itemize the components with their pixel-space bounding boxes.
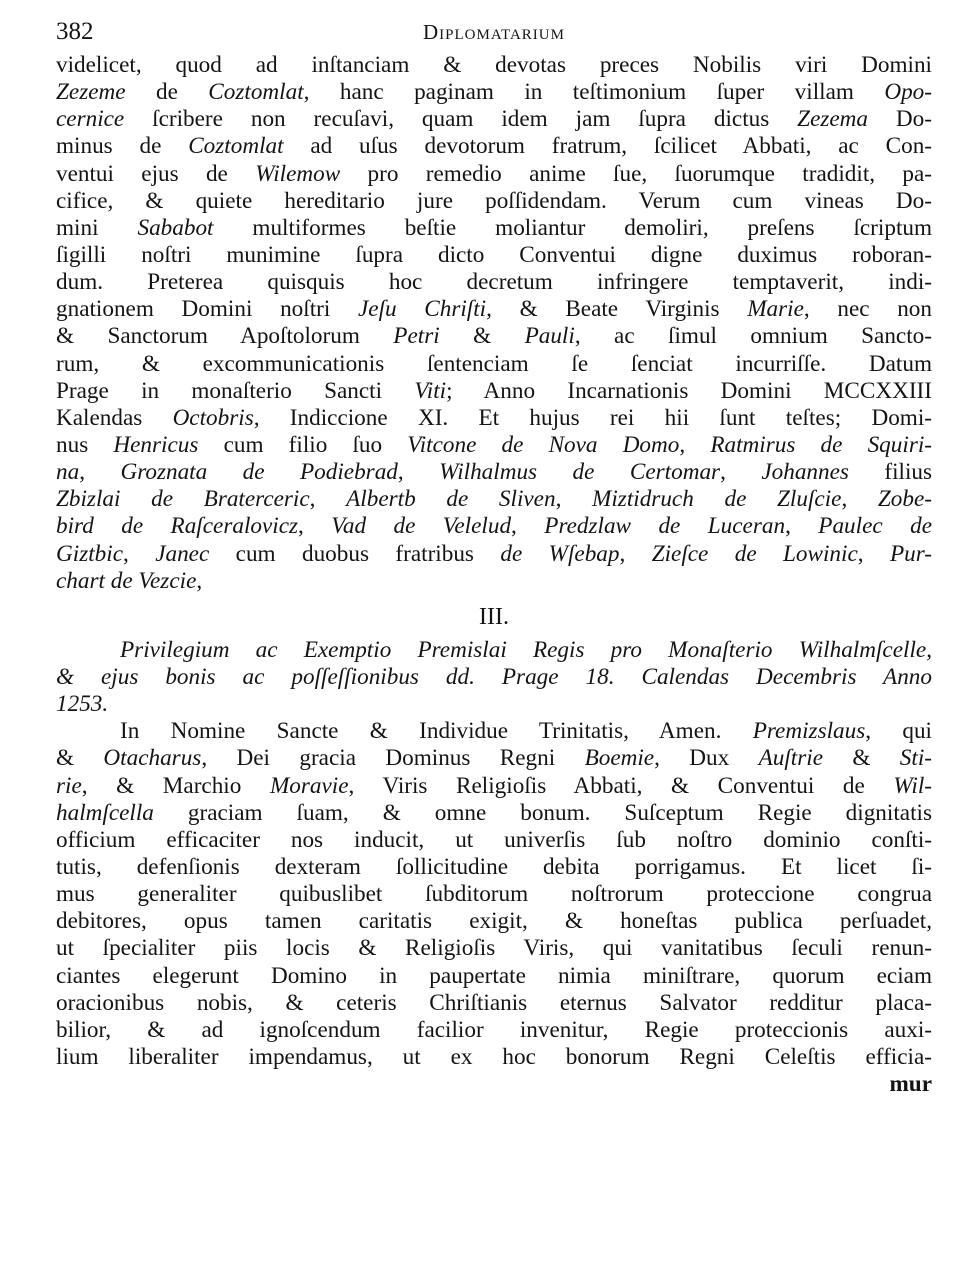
text-segment: , qui xyxy=(865,718,932,745)
italic-segment: Octobris xyxy=(172,404,254,431)
section-two-text xyxy=(56,718,932,1071)
text-segment: tutis, defenſionis dexteram ſollicitudine debita porrigamus. Et licet ſi- xyxy=(56,853,932,880)
italic-segment: Henricus xyxy=(113,431,199,458)
catchword: mur xyxy=(889,1071,932,1098)
text-segment: , Dux xyxy=(654,745,759,772)
text-line xyxy=(56,691,932,718)
text-segment: pro remedio anime ſue, ſuorumque tradidit, pa- xyxy=(340,160,932,187)
text-segment: nus xyxy=(56,431,114,458)
text-segment: oracionibus nobis, & ceteris Chriſtianis eternus Salvator redditur placa- xyxy=(56,989,932,1016)
italic-segment: Predzlaw de Luceran xyxy=(544,513,786,540)
text-segment: , Indiccione XI. Et hujus rei hii ſunt teſtes; Domi- xyxy=(253,404,932,431)
text-line xyxy=(56,800,932,827)
text-segment: mus generaliter quibuslibet ſubditorum noſtrorum proteccione congrua xyxy=(56,881,932,908)
text-segment: bilior, & ad ignoſcendum facilior invenitur, Regie proteccionis auxi- xyxy=(56,1016,932,1043)
text-line xyxy=(56,745,932,772)
text-line xyxy=(56,106,932,133)
italic-segment: bird de Raſceralovicz xyxy=(56,513,299,540)
text-segment: In Nomine Sancte & Individue Trinitatis, Amen. xyxy=(120,718,753,745)
italic-segment: Zobe- xyxy=(877,486,933,513)
text-segment: , xyxy=(122,540,156,567)
italic-segment: Sti- xyxy=(899,745,932,772)
text-line xyxy=(56,161,932,188)
text-line xyxy=(56,513,932,540)
text-segment: multiformes beſtie moliantur demoliri, preſens ſcriptum xyxy=(213,214,933,241)
text-line xyxy=(56,773,932,800)
italic-segment: Groznata de Podiebrad xyxy=(120,459,398,486)
italic-segment: halmſcella xyxy=(56,799,154,826)
text-line xyxy=(56,459,932,486)
text-segment: Do- xyxy=(868,106,932,133)
text-segment: minus de xyxy=(56,133,189,160)
text-segment: , xyxy=(511,513,545,540)
text-line xyxy=(56,664,932,691)
text-segment: mini xyxy=(56,214,138,241)
text-segment: , xyxy=(196,567,203,594)
text-line xyxy=(56,541,932,568)
text-segment: videlicet, quod ad inſtanciam & devotas preces Nobilis viri Domini xyxy=(56,52,932,78)
italic-segment: Petri xyxy=(393,323,440,350)
text-segment: , hanc paginam in teſtimonium ſuper villam xyxy=(303,79,885,106)
text-line xyxy=(56,1044,932,1071)
text-segment: & ejus bonis ac poſſeſſionibus dd. Prage 18. Calendas Decembris Anno xyxy=(56,663,932,690)
text-line xyxy=(56,990,932,1017)
text-segment: , xyxy=(857,540,890,567)
text-segment: dum. Preterea quisquis hoc decretum infringere temptaverit, indi- xyxy=(56,269,932,296)
italic-segment: Auſtrie xyxy=(758,745,823,772)
text-segment: , & Beate Virginis xyxy=(486,296,748,323)
text-segment: , xyxy=(309,486,347,513)
text-line xyxy=(56,378,932,405)
italic-segment: rie xyxy=(56,772,82,799)
italic-segment: Pauli xyxy=(524,323,575,350)
text-segment: ſcribere non recuſavi, quam idem jam ſupra dictus xyxy=(124,106,798,133)
text-segment: ſigilli noſtri munimine ſupra dicto Conventui digne duximus roboran- xyxy=(56,241,932,268)
text-segment: , xyxy=(619,540,652,567)
text-line xyxy=(56,215,932,242)
text-segment: de xyxy=(125,79,209,106)
italic-segment: Marie xyxy=(747,296,804,323)
italic-segment: Zezema xyxy=(797,106,869,133)
italic-segment: Miztidruch de Zluſcie xyxy=(592,486,842,513)
text-line xyxy=(56,935,932,962)
text-line xyxy=(56,718,932,745)
text-line xyxy=(56,79,932,106)
italic-segment: Opo- xyxy=(884,79,932,106)
text-line xyxy=(56,188,932,215)
text-segment: , Dei gracia Dominus Regni xyxy=(201,745,585,772)
text-segment: graciam ſuam, & omne bonum. Suſceptum Regie dignitatis xyxy=(153,799,932,826)
text-segment: lium liberaliter impendamus, ut ex hoc bonorum Regni Celeſtis efficia- xyxy=(56,1043,932,1070)
italic-segment: Jeſu Chriſti xyxy=(357,296,487,323)
text-segment: , xyxy=(785,513,819,540)
text-line xyxy=(56,568,932,595)
italic-segment: Wilemow xyxy=(255,160,341,187)
text-segment: ad uſus devotorum fratrum, ſcilicet Abbati, ac Con- xyxy=(283,133,933,160)
text-segment: & xyxy=(823,745,900,772)
italic-segment: Coztomlat xyxy=(208,79,304,106)
italic-segment: Otacharus xyxy=(103,745,202,772)
text-segment: ut ſpecialiter piis locis & Religioſis Viris, qui vanitatibus ſeculi renun- xyxy=(56,935,932,962)
text-line xyxy=(56,432,932,459)
text-segment: gnationem Domini noſtri xyxy=(56,296,358,323)
italic-segment: Vitcone de Nova Domo xyxy=(407,431,680,458)
text-segment: , nec non xyxy=(803,296,932,323)
italic-segment: na xyxy=(56,459,80,486)
italic-segment: Vad de Velelud xyxy=(331,513,512,540)
italic-segment: Pur- xyxy=(889,540,933,567)
text-line xyxy=(56,405,932,432)
text-segment: , ac ſimul omnium Sancto- xyxy=(574,323,932,350)
text-line xyxy=(56,881,932,908)
italic-segment: Sababot xyxy=(137,214,214,241)
text-segment: ; Anno Incarnationis Domini MCCXXIII xyxy=(446,377,932,404)
text-segment: 1253. xyxy=(56,691,109,718)
text-segment: , xyxy=(679,431,711,458)
italic-segment: Albertb de Sliven xyxy=(346,486,556,513)
page-header xyxy=(56,14,932,52)
text-line xyxy=(56,52,932,79)
italic-segment: Coztomlat xyxy=(188,133,284,160)
text-segment: , & Marchio xyxy=(81,772,270,799)
text-segment: Kalendas xyxy=(56,404,173,431)
italic-segment: Wil- xyxy=(893,772,932,799)
text-segment: Prage in monaſterio Sancti xyxy=(56,377,415,404)
text-segment: , xyxy=(397,459,440,486)
italic-segment: Viti xyxy=(414,377,447,404)
italic-segment: Zieſce de Lowinic xyxy=(651,540,858,567)
italic-segment: Zbizlai de Braterceric xyxy=(56,486,310,513)
section-numeral: III. xyxy=(479,603,509,630)
text-segment: debitores, opus tamen caritatis exigit, & honeſtas publica perſuadet, xyxy=(56,908,932,935)
text-segment: Privilegium ac Exemptio Premislai Regis pro Monaſterio Wilhalmſcelle, xyxy=(120,636,932,663)
text-line xyxy=(56,963,932,990)
text-segment: , xyxy=(79,459,121,486)
text-line xyxy=(56,637,932,664)
text-line xyxy=(56,296,932,323)
text-segment: , xyxy=(555,486,593,513)
text-segment: , xyxy=(298,513,332,540)
italic-segment: Giztbic xyxy=(56,540,123,567)
text-segment: cifice, & quiete hereditario jure poſſidendam. Verum cum vineas Do- xyxy=(56,187,932,214)
text-segment: filius xyxy=(848,459,933,486)
italic-segment: chart de Vezcie xyxy=(56,567,197,594)
italic-segment: de Wſebap xyxy=(500,540,620,567)
italic-segment: Premizslaus xyxy=(752,718,866,745)
text-segment: officium efficaciter nos inducit, ut univerſis ſub noſtro dominio conſti- xyxy=(56,826,932,853)
text-line xyxy=(56,486,932,513)
italic-segment: Moravie xyxy=(269,772,349,799)
text-segment: , xyxy=(720,459,762,486)
text-segment: ventui ejus de xyxy=(56,160,256,187)
text-line xyxy=(56,827,932,854)
text-segment: rum, & excommunicationis ſentenciam ſe ſenciat incurriſſe. Datum xyxy=(56,350,932,377)
text-segment: cum filio ſuo xyxy=(198,431,408,458)
italic-segment: Johannes xyxy=(761,459,849,486)
text-line xyxy=(56,269,932,296)
text-segment: , Viris Religioſis Abbati, & Conventui de xyxy=(348,772,894,799)
text-line xyxy=(56,1017,932,1044)
text-segment: & Sanctorum Apoſtolorum xyxy=(56,323,394,350)
text-line xyxy=(56,323,932,350)
rubric-heading xyxy=(56,637,932,718)
italic-segment: cernice xyxy=(56,106,125,133)
italic-segment: Boemie xyxy=(584,745,655,772)
text-line xyxy=(56,242,932,269)
italic-segment: Ratmirus de Squiri- xyxy=(710,431,933,458)
text-segment: & xyxy=(439,323,525,350)
running-title: Diplomatarium xyxy=(423,20,565,44)
italic-segment: Wilhalmus de Certomar xyxy=(439,459,721,486)
text-line xyxy=(56,133,932,160)
section-one-text xyxy=(56,52,932,595)
italic-segment: Paulec de xyxy=(818,513,932,540)
italic-segment: Janec xyxy=(155,540,210,567)
text-line xyxy=(56,351,932,378)
text-line xyxy=(56,908,932,935)
text-segment: & xyxy=(56,745,104,772)
text-line xyxy=(56,854,932,881)
text-segment: ciantes elegerunt Domino in paupertate nimia miniſtrare, quorum eciam xyxy=(56,962,932,989)
italic-segment: Zezeme xyxy=(56,79,126,106)
text-segment: , xyxy=(841,486,878,513)
page-number: 382 xyxy=(56,18,94,45)
text-segment: cum duobus fratribus xyxy=(209,540,501,567)
